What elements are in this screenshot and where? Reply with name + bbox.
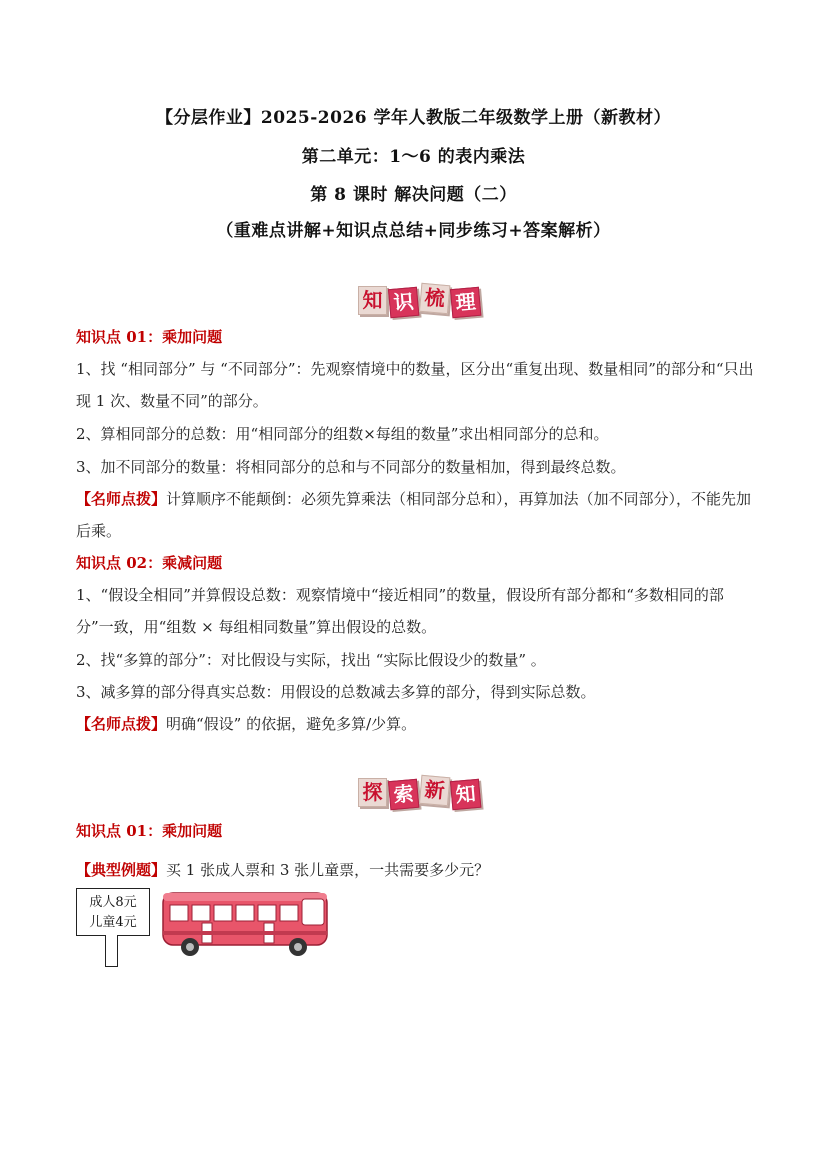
sign-line: 儿童4元 xyxy=(89,915,137,930)
badge-char: 识 xyxy=(388,286,419,317)
example-paragraph xyxy=(76,854,756,886)
sign-line: 成人8元 xyxy=(89,895,137,910)
badge-char: 新 xyxy=(419,774,450,805)
example-label: 【典型例题】 xyxy=(76,861,167,879)
price-sign xyxy=(76,888,150,936)
paragraph: 2、算相同部分的总数：用“相同部分的组数×每组的数量”求出相同部分的总和。 xyxy=(76,425,609,443)
explore-new-badge xyxy=(358,774,482,810)
sign-post xyxy=(105,935,118,967)
example-text: 买 1 张成人票和 3 张儿童票，一共需要多少元？ xyxy=(166,861,490,879)
paragraph: 1、找 “相同部分” 与 “不同部分”：先观察情境中的数量，区分出“重复出现、数量相同”的部分和“只出现 1 次、数量不同”的部分。 xyxy=(76,360,754,410)
document-title: 【分层作业】2025-2026 学年人教版二年级数学上册（新教材） xyxy=(155,108,672,128)
section-heading: 知识点 02：乘减问题 xyxy=(76,554,223,572)
badge-char: 知 xyxy=(358,286,387,315)
tip-label: 【名师点拨】 xyxy=(76,490,167,508)
badge-char: 理 xyxy=(450,286,481,317)
section-heading: 知识点 01：乘加问题 xyxy=(76,328,223,346)
knowledge-summary-badge xyxy=(358,282,482,318)
bus-illustration xyxy=(160,885,332,960)
tip-label: 【名师点拨】 xyxy=(76,715,167,733)
badge-char: 知 xyxy=(450,778,481,809)
paragraph: 3、加不同部分的数量：将相同部分的总和与不同部分的数量相加，得到最终总数。 xyxy=(76,458,626,476)
tip-paragraph xyxy=(76,483,756,547)
section-heading: 知识点 01：乘加问题 xyxy=(76,822,223,840)
paragraph: 2、找“多算的部分”：对比假设与实际，找出 “实际比假设少的数量” 。 xyxy=(76,651,546,669)
tip-text: 计算顺序不能颠倒：必须先算乘法（相同部分总和），再算加法（加不同部分），不能先加后乘。 xyxy=(76,490,752,540)
paragraph: 3、减多算的部分得真实总数：用假设的总数减去多算的部分，得到实际总数。 xyxy=(76,683,596,701)
subtitle: （重难点讲解+知识点总结+同步练习+答案解析） xyxy=(216,221,611,241)
lesson-title: 第 8 课时 解决问题（二） xyxy=(310,185,517,205)
tip-text: 明确“假设” 的依据，避免多算/少算。 xyxy=(166,715,417,733)
paragraph: 1、“假设全相同”并算假设总数：观察情境中“接近相同”的数量，假设所有部分都和“多数相同的部分”一致，用“组数 × 每组相同数量”算出假设的总数。 xyxy=(76,586,724,636)
unit-title: 第二单元：1～6 的表内乘法 xyxy=(301,147,526,167)
badge-char: 梳 xyxy=(419,282,450,313)
badge-char: 索 xyxy=(388,778,419,809)
badge-char: 探 xyxy=(358,778,387,807)
tip-paragraph xyxy=(76,708,756,740)
